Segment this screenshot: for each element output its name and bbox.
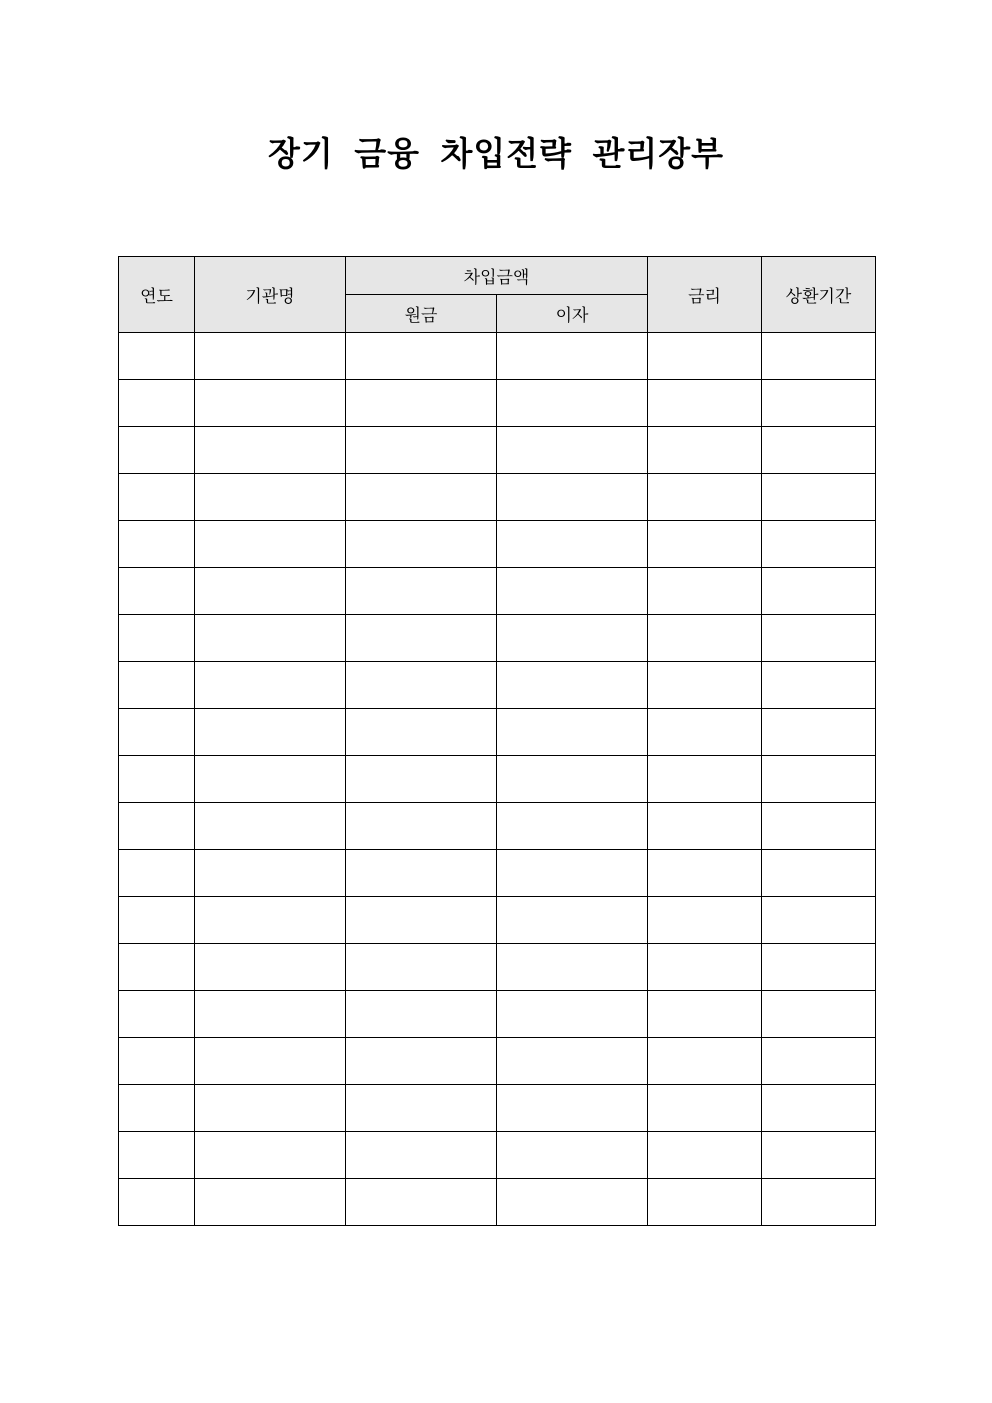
year-cell[interactable] — [119, 850, 195, 897]
year-cell[interactable] — [119, 474, 195, 521]
institution-cell[interactable] — [195, 1179, 346, 1226]
header-principal: 원금 — [346, 295, 497, 333]
institution-cell[interactable] — [195, 521, 346, 568]
interest-rate-cell[interactable] — [648, 615, 762, 662]
interest-rate-cell[interactable] — [648, 1132, 762, 1179]
repayment-period-cell[interactable] — [762, 615, 876, 662]
interest-rate-cell[interactable] — [648, 1038, 762, 1085]
interest-cell[interactable] — [497, 709, 648, 756]
interest-cell[interactable] — [497, 333, 648, 380]
header-year: 연도 — [119, 257, 195, 333]
interest-rate-cell[interactable] — [648, 662, 762, 709]
year-cell[interactable] — [119, 944, 195, 991]
repayment-period-cell[interactable] — [762, 1132, 876, 1179]
institution-cell[interactable] — [195, 709, 346, 756]
principal-cell[interactable] — [346, 521, 497, 568]
institution-cell[interactable] — [195, 568, 346, 615]
header-interest: 이자 — [497, 295, 648, 333]
table-row — [119, 662, 876, 709]
year-cell[interactable] — [119, 427, 195, 474]
interest-cell[interactable] — [497, 1179, 648, 1226]
header-repayment-period: 상환기간 — [762, 257, 876, 333]
principal-cell[interactable] — [346, 1085, 497, 1132]
table-header — [119, 257, 876, 333]
year-cell[interactable] — [119, 662, 195, 709]
repayment-period-cell[interactable] — [762, 427, 876, 474]
repayment-period-cell[interactable] — [762, 756, 876, 803]
interest-cell[interactable] — [497, 615, 648, 662]
table-row — [119, 803, 876, 850]
repayment-period-cell[interactable] — [762, 568, 876, 615]
interest-cell[interactable] — [497, 1038, 648, 1085]
principal-cell[interactable] — [346, 615, 497, 662]
repayment-period-cell[interactable] — [762, 709, 876, 756]
repayment-period-cell[interactable] — [762, 944, 876, 991]
repayment-period-cell[interactable] — [762, 850, 876, 897]
institution-cell[interactable] — [195, 333, 346, 380]
principal-cell[interactable] — [346, 427, 497, 474]
interest-rate-cell[interactable] — [648, 427, 762, 474]
repayment-period-cell[interactable] — [762, 662, 876, 709]
institution-cell[interactable] — [195, 1085, 346, 1132]
table-row — [119, 944, 876, 991]
institution-cell[interactable] — [195, 474, 346, 521]
year-cell[interactable] — [119, 568, 195, 615]
principal-cell[interactable] — [346, 709, 497, 756]
interest-rate-cell[interactable] — [648, 850, 762, 897]
institution-cell[interactable] — [195, 756, 346, 803]
year-cell[interactable] — [119, 1132, 195, 1179]
interest-rate-cell[interactable] — [648, 897, 762, 944]
interest-cell[interactable] — [497, 756, 648, 803]
principal-cell[interactable] — [346, 756, 497, 803]
interest-rate-cell[interactable] — [648, 474, 762, 521]
institution-cell[interactable] — [195, 850, 346, 897]
principal-cell[interactable] — [346, 944, 497, 991]
institution-cell[interactable] — [195, 991, 346, 1038]
interest-cell[interactable] — [497, 944, 648, 991]
institution-cell[interactable] — [195, 427, 346, 474]
principal-cell[interactable] — [346, 474, 497, 521]
principal-cell[interactable] — [346, 568, 497, 615]
table-row — [119, 756, 876, 803]
institution-cell[interactable] — [195, 897, 346, 944]
interest-rate-cell[interactable] — [648, 568, 762, 615]
institution-cell[interactable] — [195, 662, 346, 709]
header-borrowed-amount: 차입금액 — [346, 257, 648, 295]
interest-rate-cell[interactable] — [648, 333, 762, 380]
interest-cell[interactable] — [497, 380, 648, 427]
table-row — [119, 850, 876, 897]
year-cell[interactable] — [119, 615, 195, 662]
table-row — [119, 615, 876, 662]
table-row — [119, 333, 876, 380]
principal-cell[interactable] — [346, 1179, 497, 1226]
institution-cell[interactable] — [195, 615, 346, 662]
year-cell[interactable] — [119, 991, 195, 1038]
principal-cell[interactable] — [346, 991, 497, 1038]
repayment-period-cell[interactable] — [762, 333, 876, 380]
interest-rate-cell[interactable] — [648, 991, 762, 1038]
table-row — [119, 474, 876, 521]
institution-cell[interactable] — [195, 803, 346, 850]
interest-cell[interactable] — [497, 568, 648, 615]
interest-cell[interactable] — [497, 427, 648, 474]
interest-cell[interactable] — [497, 662, 648, 709]
borrowing-ledger-table — [118, 256, 876, 1226]
interest-cell[interactable] — [497, 803, 648, 850]
repayment-period-cell[interactable] — [762, 380, 876, 427]
repayment-period-cell[interactable] — [762, 1085, 876, 1132]
principal-cell[interactable] — [346, 333, 497, 380]
principal-cell[interactable] — [346, 380, 497, 427]
table-row — [119, 1085, 876, 1132]
interest-cell[interactable] — [497, 1132, 648, 1179]
table-row — [119, 427, 876, 474]
interest-rate-cell[interactable] — [648, 756, 762, 803]
interest-rate-cell[interactable] — [648, 1085, 762, 1132]
table-row — [119, 521, 876, 568]
interest-cell[interactable] — [497, 474, 648, 521]
interest-cell[interactable] — [497, 521, 648, 568]
interest-cell[interactable] — [497, 897, 648, 944]
repayment-period-cell[interactable] — [762, 803, 876, 850]
principal-cell[interactable] — [346, 803, 497, 850]
table-row — [119, 568, 876, 615]
repayment-period-cell[interactable] — [762, 521, 876, 568]
document-title: 장기 금융 차입전략 관리장부 — [267, 134, 724, 173]
principal-cell[interactable] — [346, 1132, 497, 1179]
interest-cell[interactable] — [497, 1085, 648, 1132]
table-body — [119, 333, 876, 1226]
table-row — [119, 991, 876, 1038]
institution-cell[interactable] — [195, 944, 346, 991]
interest-cell[interactable] — [497, 850, 648, 897]
institution-cell[interactable] — [195, 380, 346, 427]
repayment-period-cell[interactable] — [762, 1179, 876, 1226]
header-institution: 기관명 — [195, 257, 346, 333]
table-row — [119, 380, 876, 427]
institution-cell[interactable] — [195, 1038, 346, 1085]
year-cell[interactable] — [119, 380, 195, 427]
principal-cell[interactable] — [346, 1038, 497, 1085]
year-cell[interactable] — [119, 1179, 195, 1226]
header-row — [119, 257, 876, 295]
repayment-period-cell[interactable] — [762, 1038, 876, 1085]
interest-rate-cell[interactable] — [648, 709, 762, 756]
repayment-period-cell[interactable] — [762, 991, 876, 1038]
table-row — [119, 1179, 876, 1226]
year-cell[interactable] — [119, 709, 195, 756]
principal-cell[interactable] — [346, 850, 497, 897]
principal-cell[interactable] — [346, 662, 497, 709]
year-cell[interactable] — [119, 333, 195, 380]
repayment-period-cell[interactable] — [762, 474, 876, 521]
table-row — [119, 897, 876, 944]
table-row — [119, 1132, 876, 1179]
table-row — [119, 709, 876, 756]
interest-cell[interactable] — [497, 991, 648, 1038]
year-cell[interactable] — [119, 803, 195, 850]
interest-rate-cell[interactable] — [648, 380, 762, 427]
year-cell[interactable] — [119, 1038, 195, 1085]
institution-cell[interactable] — [195, 1132, 346, 1179]
principal-cell[interactable] — [346, 897, 497, 944]
year-cell[interactable] — [119, 1085, 195, 1132]
interest-rate-cell[interactable] — [648, 1179, 762, 1226]
year-cell[interactable] — [119, 756, 195, 803]
table-row — [119, 1038, 876, 1085]
repayment-period-cell[interactable] — [762, 897, 876, 944]
header-interest-rate: 금리 — [648, 257, 762, 333]
interest-rate-cell[interactable] — [648, 521, 762, 568]
interest-rate-cell[interactable] — [648, 944, 762, 991]
year-cell[interactable] — [119, 521, 195, 568]
interest-rate-cell[interactable] — [648, 803, 762, 850]
year-cell[interactable] — [119, 897, 195, 944]
